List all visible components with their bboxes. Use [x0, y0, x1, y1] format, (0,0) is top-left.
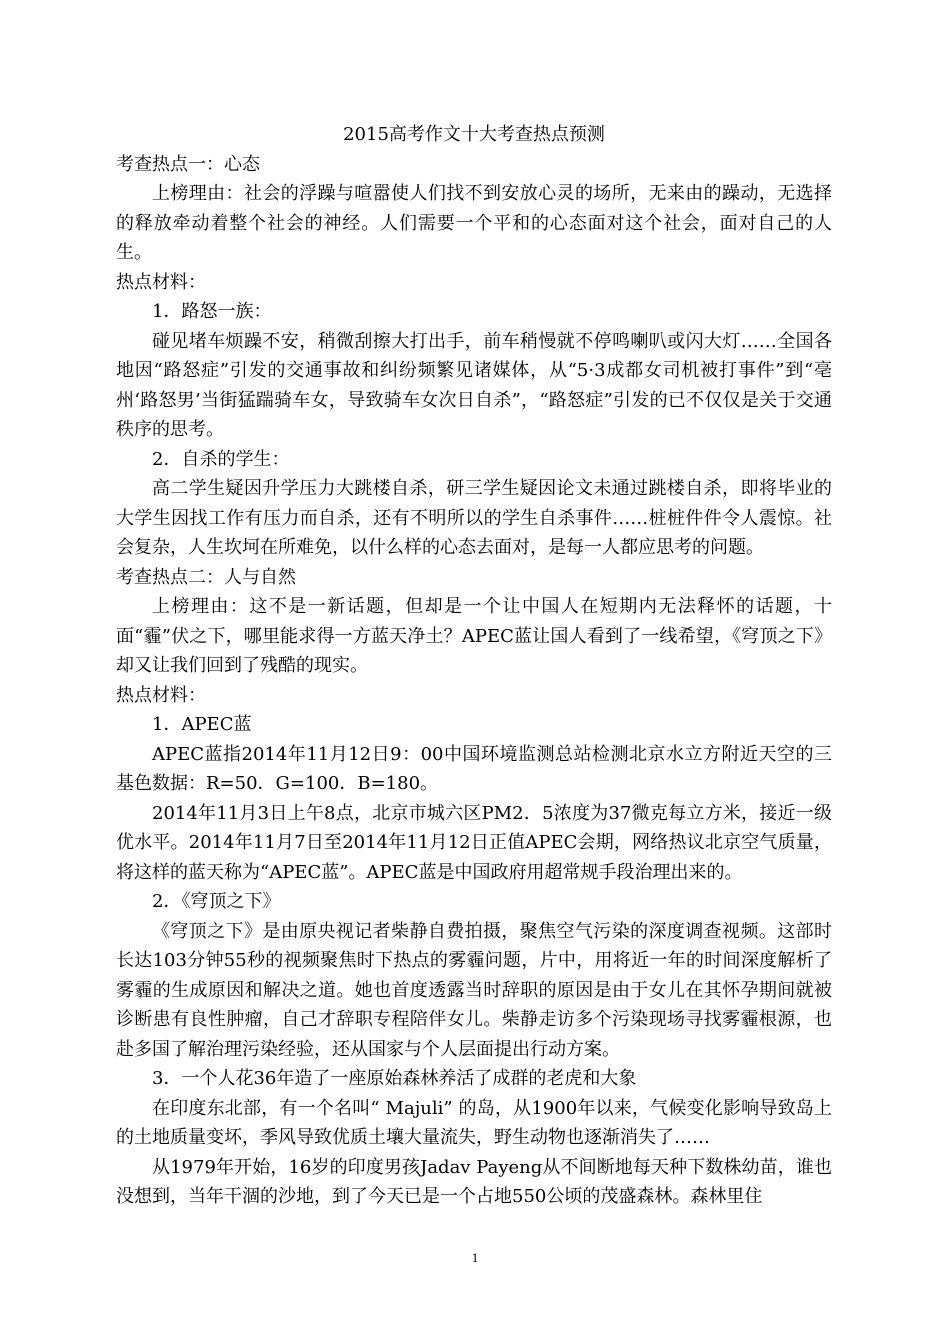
list-item-title: 1．路怒一族： — [152, 301, 272, 322]
list-item-title: 2．《穹顶之下》 — [152, 891, 281, 912]
paragraph: 从1979年开始，16岁的印度男孩Jadav Payeng从不间断地每天种下数株幼苗，谁也没想到，当年干涸的沙地，到了今天已是一个占地550公顷的茂盛森林。森林里住 — [116, 1156, 832, 1207]
document-title: 2015高考作文十大考查热点预测 — [343, 124, 605, 145]
paragraph: 在印度东北部，有一个名叫“ Majuli” 的岛，从1900年以来，气候变化影响导致岛上的土地质量变坏，季风导致优质土壤大量流失，野生动物也逐渐消失了…… — [116, 1097, 832, 1148]
section-heading: 热点材料： — [116, 684, 206, 706]
paragraph: 《穹顶之下》是由原央视记者柴静自费拍摄，聚焦空气污染的深度调查视频。这部时长达103分钟55秒的视频聚焦时下热点的雾霾问题，片中，用将近一年的时间深度解析了雾霾的生成原因和解决之道。她也首度透露当时辞职的原因是由于女儿在其怀孕期间就被诊断患有良性肿瘤，自己才辞职专程陪伴女儿。柴静走访多个污染现场寻找雾霾根源，也赴多国了解治理污染经验，还从国家与个人层面提出行动方案。 — [116, 920, 832, 1060]
paragraph: 高二学生疑因升学压力大跳楼自杀，研三学生疑因论文未通过跳楼自杀，即将毕业的大学生因找工作有压力而自杀，还有不明所以的学生自杀事件……桩桩件件令人震惊。社会复杂，人生坎坷在所难免，以什么样的心态去面对，是每一人都应思考的问题。 — [116, 478, 832, 558]
list-item-title: 2．自杀的学生： — [152, 448, 290, 470]
paragraph: APEC蓝指2014年11月12日9：00中国环境监测总站检测北京水立方附近天空的三基色数据：R=50．G=100．B=180。 — [116, 743, 832, 794]
paragraph: 上榜理由：社会的浮躁与喧嚣使人们找不到安放心灵的场所，无来由的躁动，无选择的释放牵动着整个社会的神经。人们需要一个平和的心态面对这个社会，面对自己的人生。 — [116, 183, 832, 263]
page-number: 1 — [471, 1250, 479, 1265]
paragraph: 2014年11月3日上午8点，北京市城六区PM2．5浓度为37微克每立方米，接近一级优水平。2014年11月7日至2014年11月12日正值APEC会期，网络热议北京空气质量，将这样的蓝天称为“APEC蓝”。APEC蓝是中国政府用超常规手段治理出来的。 — [116, 802, 832, 883]
document-page — [116, 120, 832, 1212]
paragraph: 上榜理由：这不是一新话题，但却是一个让中国人在短期内无法释怀的话题，十面“霾”伏之下，哪里能求得一方蓝天净土？APEC蓝让国人看到了一线希望，《穹顶之下》却又让我们回到了残酷的现实。 — [116, 596, 832, 676]
section-heading: 考查热点一：心态 — [116, 153, 260, 175]
paragraph: 碰见堵车烦躁不安，稍微刮擦大打出手，前车稍慢就不停鸣喇叭或闪大灯……全国各地因“路怒症”引发的交通事故和纠纷频繁见诸媒体，从“5·3成都女司机被打事件”到“亳州‘路怒男’当街猛踹骑车女，导致骑车女次日自杀”，“路怒症”引发的已不仅仅是关于交通秩序的思考。 — [116, 330, 832, 440]
list-item-title: 1．APEC蓝 — [152, 714, 252, 735]
section-heading: 热点材料： — [116, 271, 206, 293]
section-heading: 考查热点二：人与自然 — [116, 566, 296, 588]
list-item-title: 3．一个人花36年造了一座原始森林养活了成群的老虎和大象 — [152, 1068, 637, 1089]
